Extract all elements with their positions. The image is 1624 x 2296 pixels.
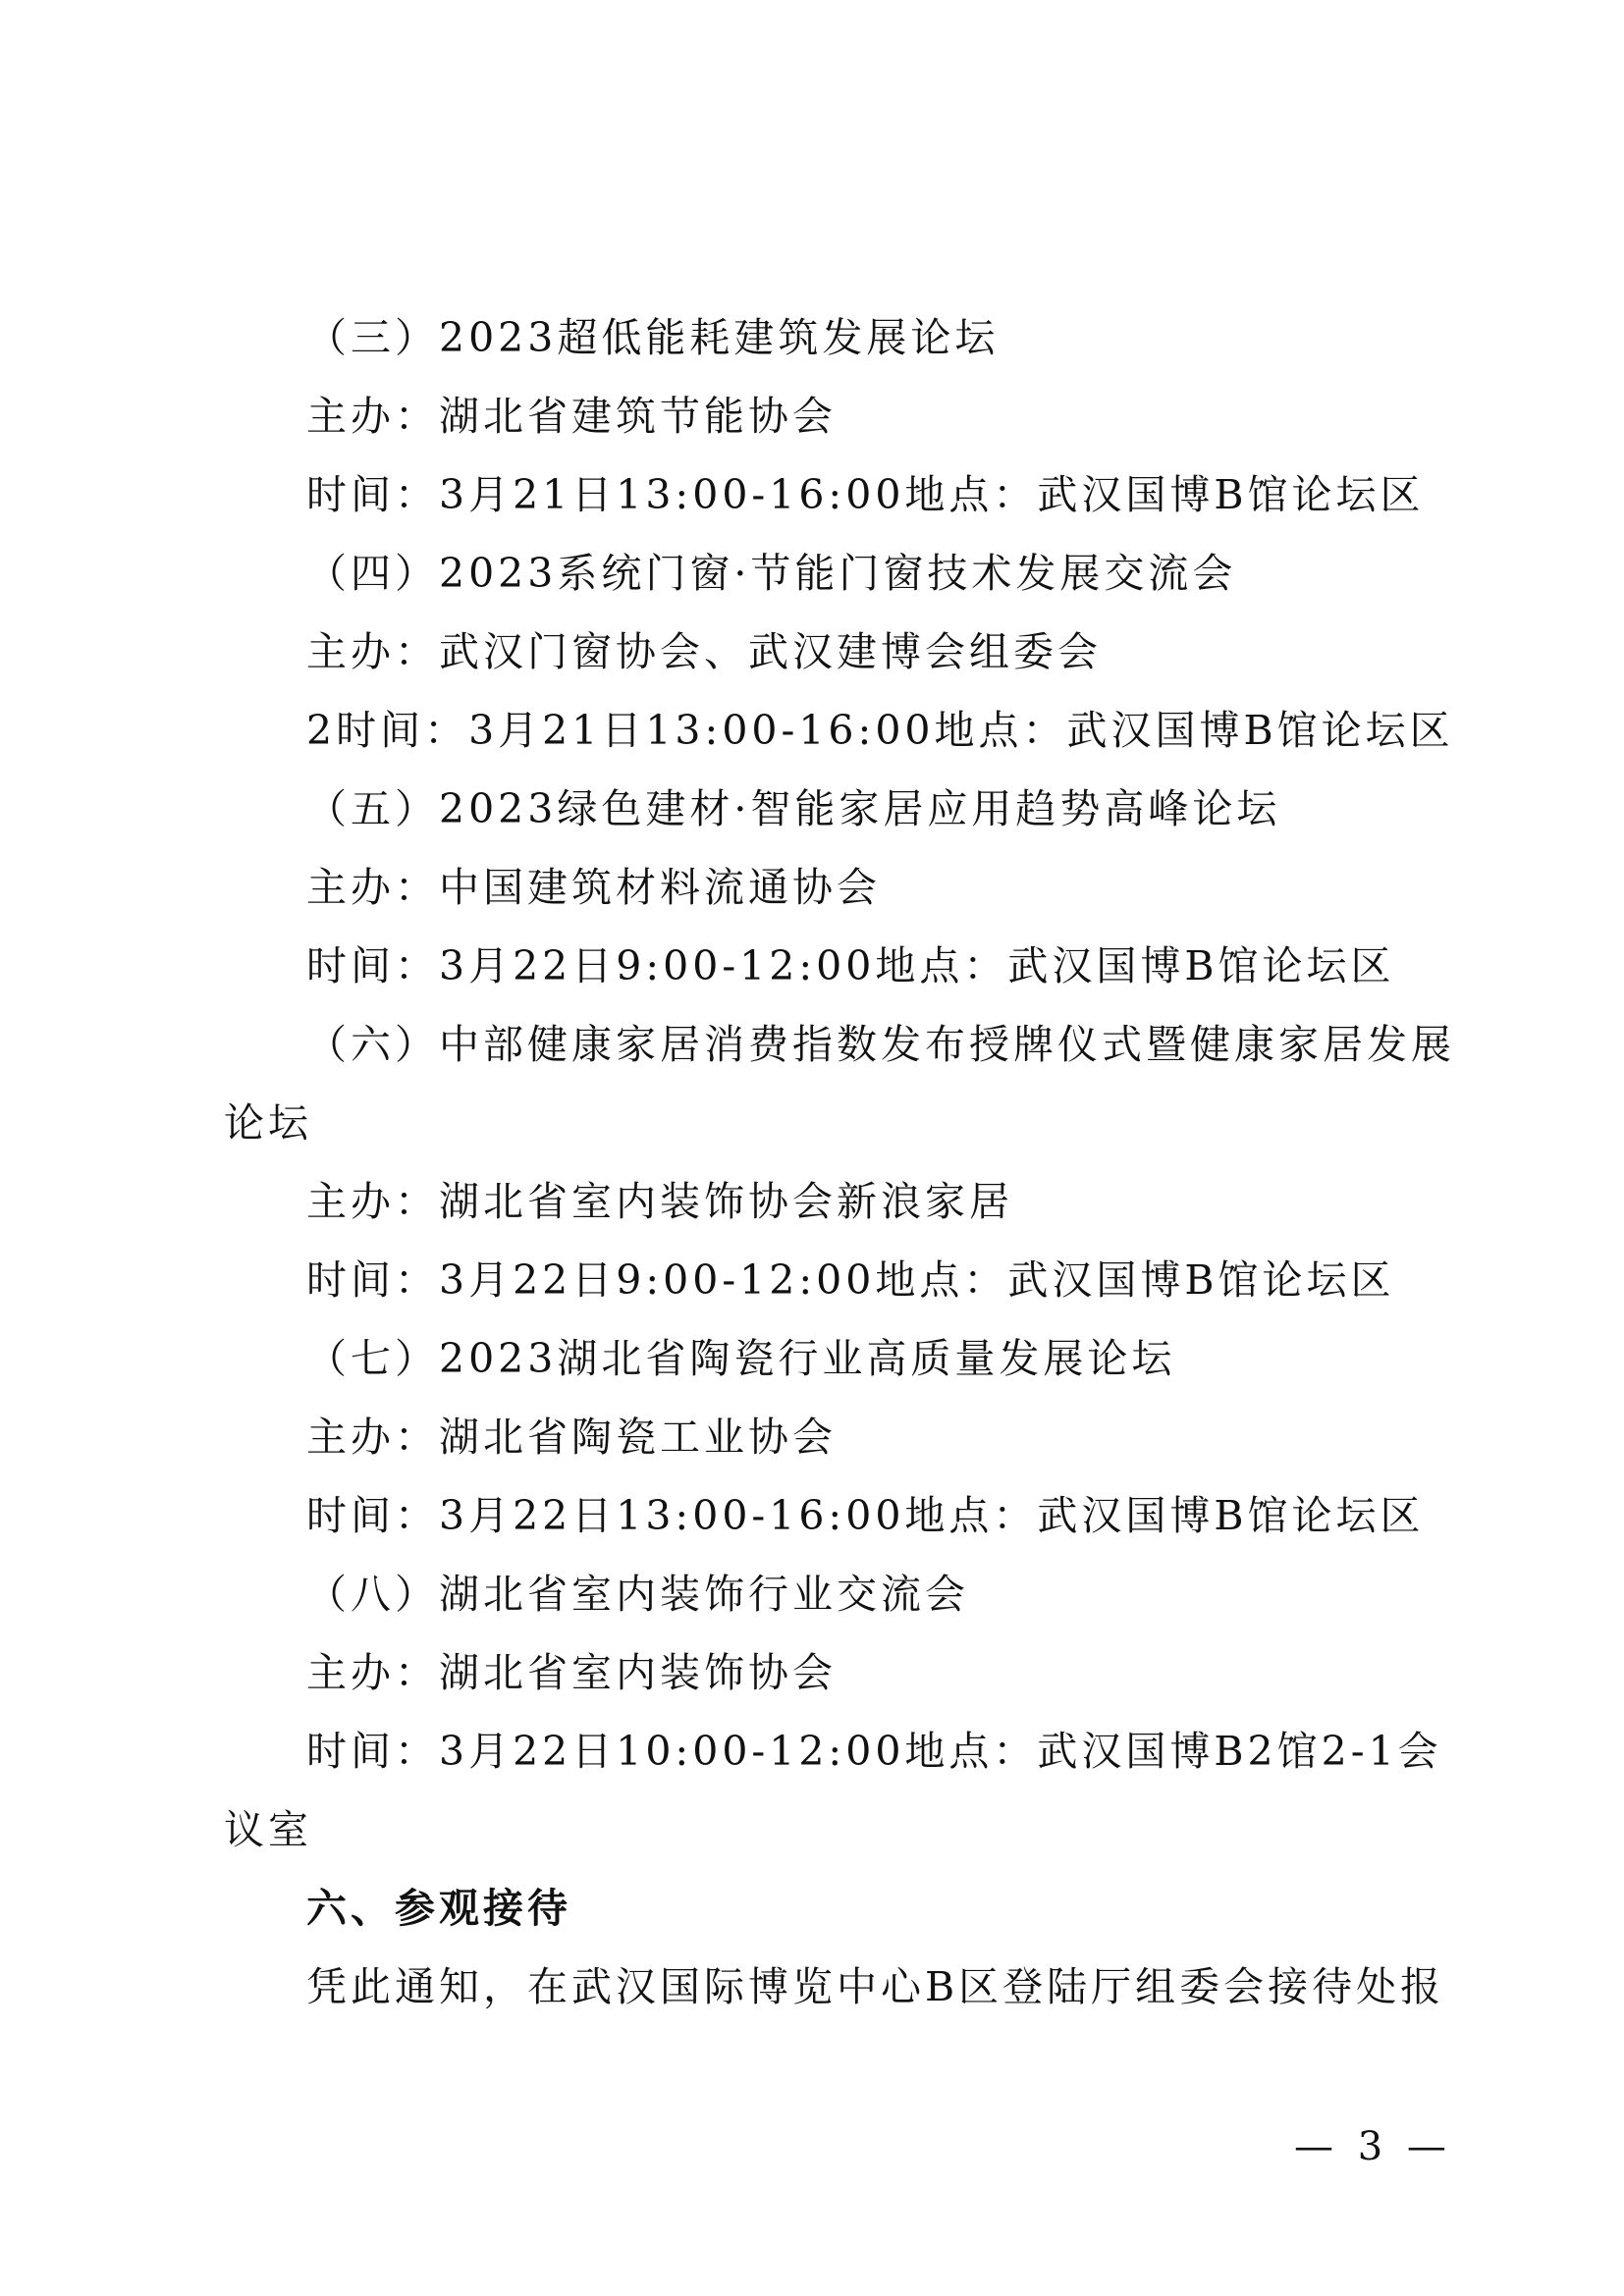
forum-5-organizer: 主办：中国建筑材料流通协会 (306, 864, 881, 911)
forum-7-organizer: 主办：湖北省陶瓷工业协会 (306, 1414, 837, 1461)
forum-8-title: （八）湖北省室内装饰行业交流会 (306, 1571, 969, 1618)
forum-8-time-place-continued: 议室 (224, 1806, 312, 1853)
forum-6-title: （六）中部健康家居消费指数发布授牌仪式暨健康家居发展 (306, 1021, 1455, 1068)
forum-7-title: （七）2023湖北省陶瓷行业高质量发展论坛 (306, 1335, 1176, 1382)
forum-6-time-place: 时间：3月22日9:00-12:00地点：武汉国博B馆论坛区 (306, 1256, 1395, 1304)
forum-5-title: （五）2023绿色建材·智能家居应用趋势高峰论坛 (306, 785, 1281, 832)
page-number: — 3 — (1294, 2124, 1452, 2169)
forum-6-organizer: 主办：湖北省室内装饰协会新浪家居 (306, 1178, 1013, 1225)
forum-8-organizer: 主办：湖北省室内装饰协会 (306, 1649, 837, 1696)
forum-6-title-continued: 论坛 (224, 1099, 312, 1147)
forum-4-organizer: 主办：武汉门窗协会、武汉建博会组委会 (306, 628, 1102, 675)
forum-7-time-place: 时间：3月22日13:00-16:00地点：武汉国博B馆论坛区 (306, 1492, 1425, 1539)
forum-5-time-place: 时间：3月22日9:00-12:00地点：武汉国博B馆论坛区 (306, 942, 1395, 989)
section-heading-visit-reception: 六、参观接待 (306, 1885, 571, 1932)
forum-3-title: （三）2023超低能耗建筑发展论坛 (306, 314, 1000, 361)
reception-paragraph: 凭此通知，在武汉国际博览中心B区登陆厅组委会接待处报 (306, 1963, 1445, 2010)
forum-4-title: （四）2023系统门窗·节能门窗技术发展交流会 (306, 550, 1237, 597)
forum-3-organizer: 主办：湖北省建筑节能协会 (306, 393, 837, 440)
forum-3-time-place: 时间：3月21日13:00-16:00地点：武汉国博B馆论坛区 (306, 471, 1425, 518)
forum-4-time-place: 2时间：3月21日13:00-16:00地点：武汉国博B馆论坛区 (306, 707, 1454, 754)
forum-8-time-place: 时间：3月22日10:00-12:00地点：武汉国博B2馆2-1会 (306, 1728, 1442, 1775)
